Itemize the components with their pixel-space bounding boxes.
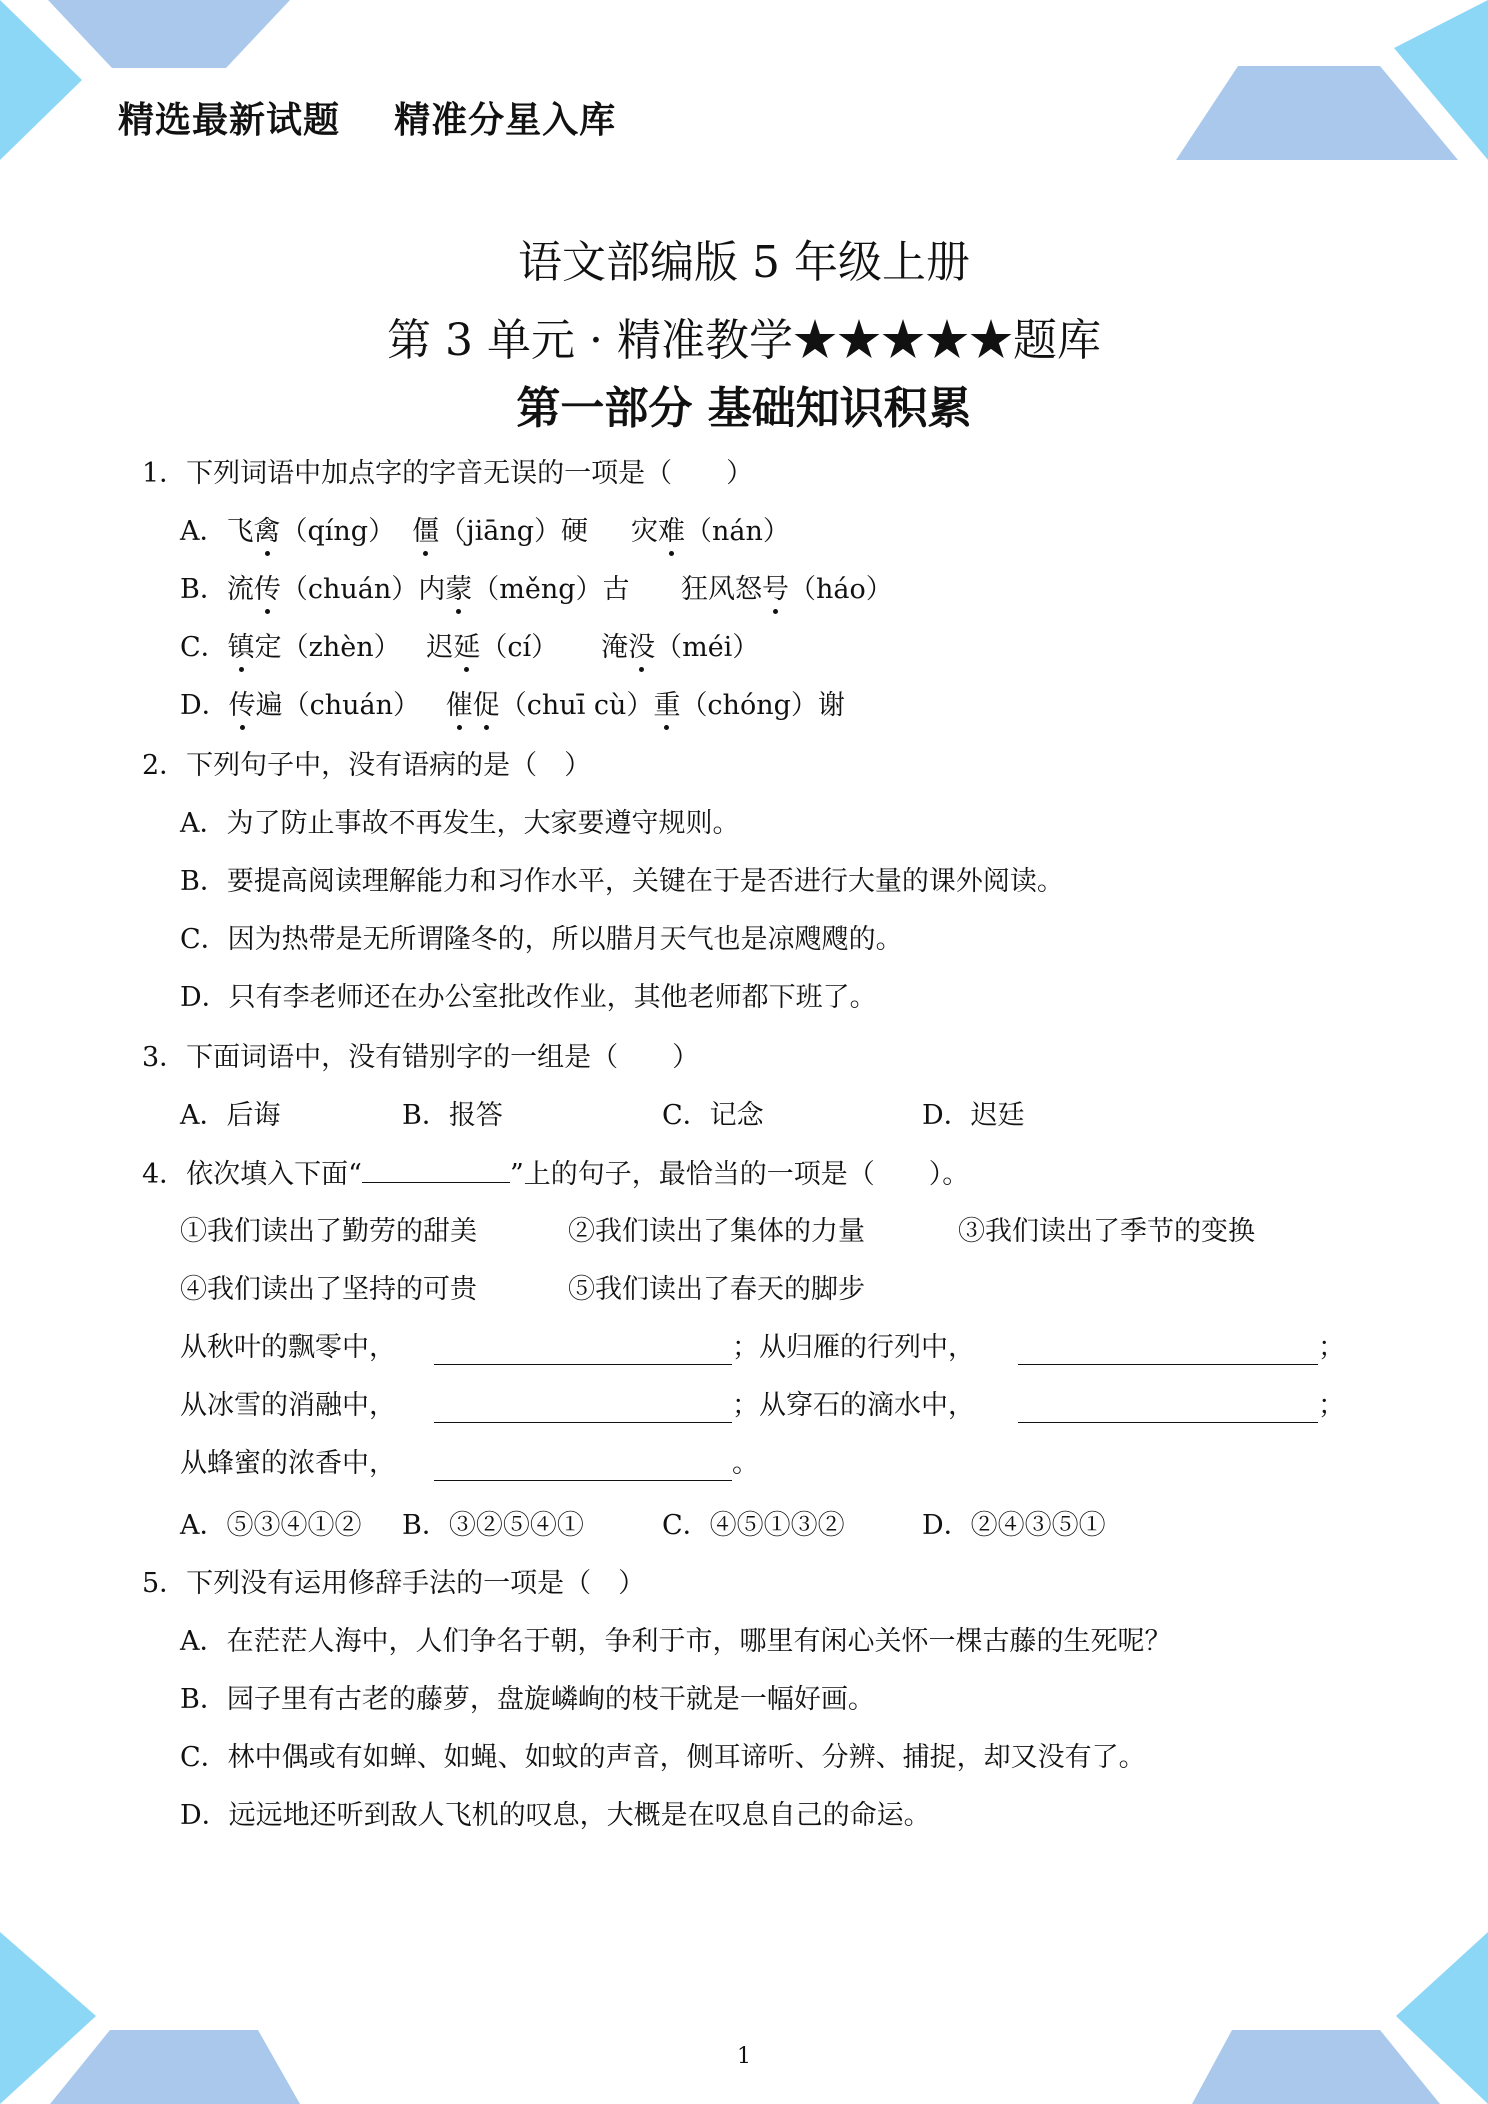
- dotted-char: 催: [446, 688, 473, 724]
- page-number: 1: [737, 2044, 751, 2069]
- question-1-stem: 1．下列词语中加点字的字音无误的一项是（ ）: [142, 458, 754, 489]
- question-5-stem: 5．下列没有运用修辞手法的一项是（ ）: [142, 1568, 646, 1599]
- dotted-char: 没: [628, 630, 655, 666]
- stem-blank: [362, 1156, 510, 1183]
- dotted-char: 促: [473, 688, 500, 724]
- fill-line-1-part-b: ；从归雁的行列中，: [732, 1332, 975, 1363]
- question-5-option-d: D．远远地还听到敌人飞机的叹息，大概是在叹息自己的命运。: [180, 1800, 931, 1831]
- question-1-option-a: A．飞禽（qíng） 僵（jiāng）硬 灾难（nán）: [180, 514, 790, 550]
- question-1-option-b: B．流传（chuán）内蒙（měng）古 狂风怒号（háo）: [180, 572, 893, 608]
- question-4-option-c: C．④⑤①③②: [662, 1510, 845, 1541]
- question-2-option-a: A．为了防止事故不再发生，大家要遵守规则。: [180, 808, 740, 839]
- dotted-char: 延: [453, 630, 480, 666]
- fill-blank-1[interactable]: [434, 1338, 732, 1365]
- sentence-3: ③我们读出了季节的变换: [958, 1216, 1255, 1247]
- question-1-option-d: D．传遍（chuán） 催促（chuī cù）重（chóng）谢: [180, 688, 845, 724]
- fill-line-1-end: ；: [1318, 1332, 1345, 1363]
- fill-line-2-end: ；: [1318, 1390, 1345, 1421]
- question-4-option-a: A．⑤③④①②: [180, 1510, 362, 1541]
- dotted-char: 传: [254, 572, 281, 608]
- top-left-triangle: [0, 0, 82, 160]
- fill-blank-5[interactable]: [434, 1454, 732, 1481]
- top-left-trapezoid: [48, 0, 290, 68]
- question-2-option-b: B．要提高阅读理解能力和习作水平，关键在于是否进行大量的课外阅读。: [180, 866, 1064, 897]
- question-3-option-a: A．后诲: [180, 1100, 281, 1131]
- dotted-char: 僵: [412, 514, 439, 550]
- sentence-4: ④我们读出了坚持的可贵: [180, 1274, 477, 1305]
- sentence-5: ⑤我们读出了春天的脚步: [568, 1274, 865, 1305]
- header-slogan: 精选最新试题 精准分星入库: [118, 100, 617, 141]
- fill-blank-4[interactable]: [1018, 1396, 1318, 1423]
- question-4-stem: 4．依次填入下面“ ”上的句子，最恰当的一项是（ ）。: [142, 1156, 969, 1193]
- question-3-option-b: B．报答: [402, 1100, 503, 1131]
- question-3-stem: 3．下面词语中，没有错别字的一组是（ ）: [142, 1042, 700, 1073]
- question-4-option-d: D．②④③⑤①: [922, 1510, 1106, 1541]
- question-4-option-b: B．③②⑤④①: [402, 1510, 584, 1541]
- fill-line-1-part-a: 从秋叶的飘零中，: [180, 1332, 396, 1363]
- question-3-option-c: C．记念: [662, 1100, 764, 1131]
- question-5-option-c: C．林中偶或有如蝉、如蝇、如蚊的声音，侧耳谛听、分辨、捕捉，却又没有了。: [180, 1742, 1146, 1773]
- question-3-option-d: D．迟廷: [922, 1100, 1025, 1131]
- dotted-char: 重: [653, 688, 680, 724]
- dotted-char: 难: [658, 514, 685, 550]
- question-5-option-a: A．在茫茫人海中，人们争名于朝，争利于市，哪里有闲心关怀一棵古藤的生死呢？: [180, 1626, 1172, 1657]
- fill-line-3-part-a: 从蜂蜜的浓香中，: [180, 1448, 396, 1479]
- fill-line-2-part-b: ；从穿石的滴水中，: [732, 1390, 975, 1421]
- sentence-2: ②我们读出了集体的力量: [568, 1216, 865, 1247]
- fill-line-2-part-a: 从冰雪的消融中，: [180, 1390, 396, 1421]
- dotted-char: 号: [762, 572, 789, 608]
- top-right-trapezoid: [1176, 66, 1458, 160]
- question-1-option-c: C．镇定（zhèn） 迟延（cí） 淹没（méi）: [180, 630, 759, 666]
- sentence-1: ①我们读出了勤劳的甜美: [180, 1216, 477, 1247]
- question-2-option-d: D．只有李老师还在办公室批改作业，其他老师都下班了。: [180, 982, 877, 1013]
- question-5-option-b: B．园子里有古老的藤萝，盘旋嶙峋的枝干就是一幅好画。: [180, 1684, 875, 1715]
- fill-line-3-end: 。: [732, 1448, 759, 1479]
- dotted-char: 传: [229, 688, 256, 724]
- question-2-option-c: C．因为热带是无所谓隆冬的，所以腊月天气也是凉飕飕的。: [180, 924, 903, 955]
- question-2-stem: 2．下列句子中，没有语病的是（ ）: [142, 750, 592, 781]
- dotted-char: 蒙: [445, 572, 472, 608]
- dotted-char: 镇: [228, 630, 255, 666]
- fill-blank-2[interactable]: [1018, 1338, 1318, 1365]
- fill-blank-3[interactable]: [434, 1396, 732, 1423]
- document-title: 语文部编版 5 年级上册: [518, 237, 970, 288]
- dotted-char: 禽: [254, 514, 281, 550]
- unit-title: 第 3 单元 · 精准教学★★★★★题库: [387, 315, 1101, 366]
- section-title: 第一部分 基础知识积累: [516, 383, 972, 434]
